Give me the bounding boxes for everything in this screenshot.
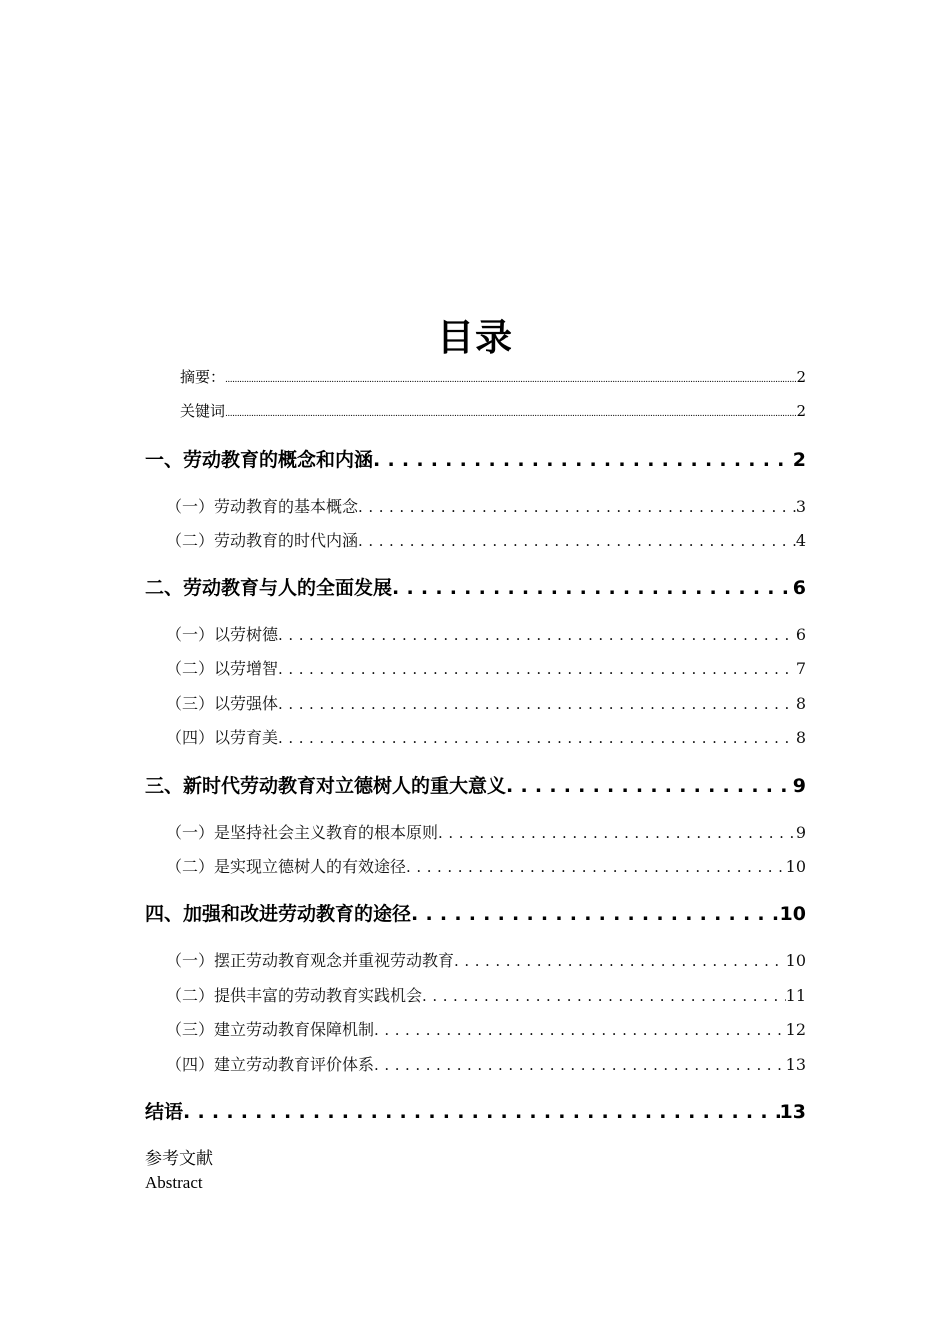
toc-section-1-1[interactable] (166, 494, 806, 520)
toc-page-number: 10 (785, 857, 806, 876)
toc-page-number: 2 (796, 402, 806, 420)
toc-chapter-label: 结语 (145, 1101, 184, 1123)
toc-page-number: 8 (795, 728, 806, 747)
toc-chapter-4[interactable] (145, 899, 806, 929)
toc-page-number: 4 (795, 531, 806, 550)
dot-leader (374, 1017, 786, 1043)
toc-section-label: （一）摆正劳动教育观念并重视劳动教育 (166, 951, 455, 970)
toc-page-number: 13 (785, 1055, 806, 1074)
toc-section-label: （三）以劳强体 (166, 694, 279, 713)
dot-leader (278, 656, 796, 682)
toc-page-number: 7 (795, 659, 806, 678)
toc-references[interactable]: 参考文献 (145, 1149, 213, 1168)
toc-section-4-4[interactable] (166, 1052, 806, 1078)
toc-section-label: （二）是实现立德树人的有效途径 (166, 857, 407, 876)
toc-section-label: （一）劳动教育的基本概念 (166, 497, 359, 516)
dot-leader (183, 1097, 780, 1127)
toc-section-label: （二）提供丰富的劳动教育实践机会 (166, 986, 423, 1005)
toc-section-4-1[interactable] (166, 948, 806, 974)
dot-leader (454, 948, 786, 974)
toc-section-label: （三）建立劳动教育保障机制 (166, 1020, 375, 1039)
dot-leader (506, 771, 793, 801)
toc-entry-label: 关键词 (180, 402, 226, 420)
toc-title: 目录 (437, 316, 513, 359)
toc-entry-keywords[interactable] (180, 400, 806, 422)
toc-page-number: 12 (785, 1020, 806, 1039)
toc-chapter-3[interactable] (145, 771, 806, 801)
toc-section-label: （二）劳动教育的时代内涵 (166, 531, 359, 550)
dot-leader (374, 1052, 786, 1078)
dot-leader (422, 983, 786, 1009)
toc-section-label: （一）以劳树德 (166, 625, 279, 644)
toc-chapter-label: 四、加强和改进劳动教育的途径 (145, 903, 412, 925)
dot-leader (406, 854, 786, 880)
toc-section-label: （二）以劳增智 (166, 659, 279, 678)
dot-leader (438, 820, 796, 846)
dot-leader (278, 725, 796, 751)
toc-page-number: 10 (785, 951, 806, 970)
toc-chapter-label: 二、劳动教育与人的全面发展 (145, 577, 393, 599)
dot-leader (358, 494, 796, 520)
dot-leader (225, 369, 796, 388)
toc-chapter-label: 一、劳动教育的概念和内涵 (145, 449, 374, 471)
toc-page-number: 10 (779, 903, 806, 925)
toc-chapter-2[interactable] (145, 573, 806, 603)
dot-leader (278, 691, 796, 717)
toc-section-2-3[interactable] (166, 691, 806, 717)
toc-section-4-3[interactable] (166, 1017, 806, 1043)
toc-section-4-2[interactable] (166, 983, 806, 1009)
toc-page-number: 11 (785, 986, 806, 1005)
toc-page-number: 13 (779, 1101, 806, 1123)
toc-page-number: 6 (792, 577, 806, 599)
toc-section-3-2[interactable] (166, 854, 806, 880)
toc-section-1-2[interactable] (166, 528, 806, 554)
dot-leader (278, 622, 796, 648)
toc-page-number: 3 (795, 497, 806, 516)
dot-leader (225, 403, 796, 422)
dot-leader (411, 899, 780, 929)
dot-leader (373, 445, 793, 475)
dot-leader (392, 573, 793, 603)
toc-page-number: 9 (795, 823, 806, 842)
toc-page-number: 2 (792, 449, 806, 471)
dot-leader (358, 528, 796, 554)
toc-page-number: 8 (795, 694, 806, 713)
toc-section-2-2[interactable] (166, 656, 806, 682)
toc-entry-label: 摘要： (180, 368, 226, 386)
toc-entry-abstract[interactable] (180, 366, 806, 388)
toc-chapter-1[interactable] (145, 445, 806, 475)
toc-page-number: 2 (796, 368, 806, 386)
toc-section-label: （四）以劳育美 (166, 728, 279, 747)
toc-abstract-en[interactable]: Abstract (145, 1173, 203, 1192)
toc-section-2-4[interactable] (166, 725, 806, 751)
toc-page-number: 9 (792, 775, 806, 797)
toc-page-number: 6 (795, 625, 806, 644)
toc-section-3-1[interactable] (166, 820, 806, 846)
toc-chapter-conclusion[interactable] (145, 1097, 806, 1127)
toc-section-label: （四）建立劳动教育评价体系 (166, 1055, 375, 1074)
toc-section-2-1[interactable] (166, 622, 806, 648)
toc-section-label: （一）是坚持社会主义教育的根本原则 (166, 823, 439, 842)
toc-chapter-label: 三、新时代劳动教育对立德树人的重大意义 (145, 775, 507, 797)
